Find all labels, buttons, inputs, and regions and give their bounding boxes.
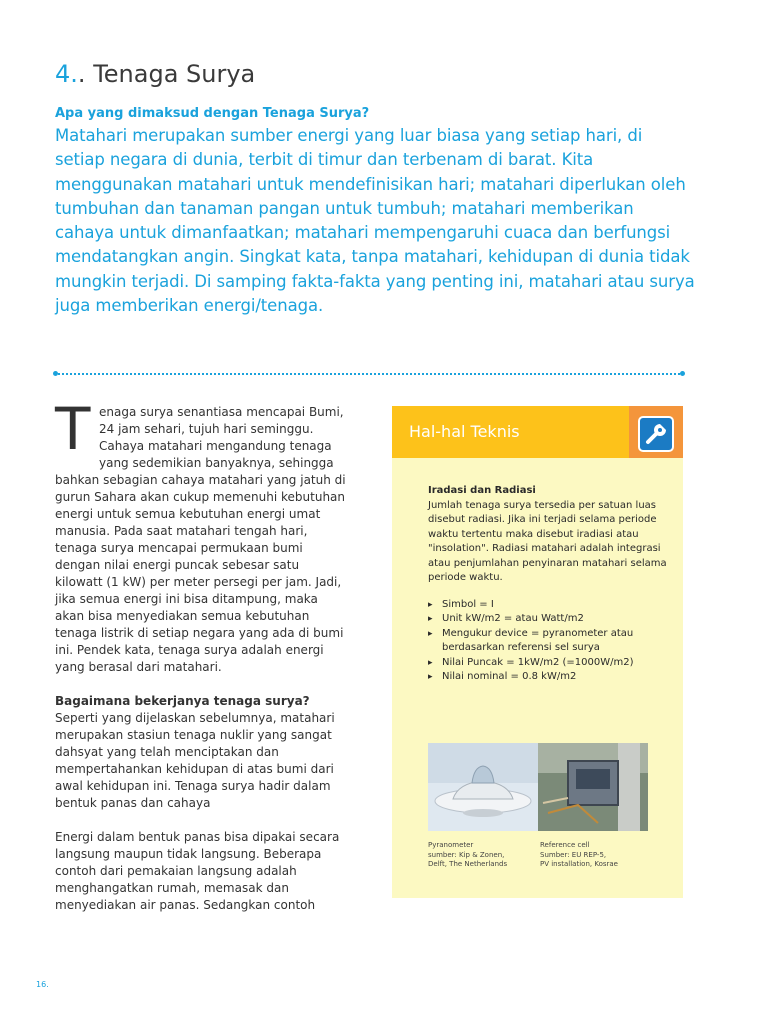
pyranometer-caption: Pyranometer sumber: Kip & Zonen, Delft, The Netherlands: [428, 841, 508, 868]
body-paragraph-3: Energi dalam bentuk panas bisa dipakai secara langsung maupun tidak langsung. Beberapa contoh dari pemakaian langsung adalah menghangatkan rumah, memasak dan menyediakan air panas. Sedangkan contoh: [55, 830, 340, 912]
body-subheading: Bagaimana bekerjanya tenaga surya?: [55, 694, 310, 708]
bullet-item: ▸ Simbol = I: [428, 598, 668, 613]
sidebar-icon-area: [629, 406, 683, 458]
pyranometer-photo: [428, 743, 538, 831]
sidebar-content: [428, 484, 668, 685]
page-number: 16.: [36, 980, 49, 989]
body-paragraph-2: Seperti yang dijelaskan sebelumnya, matahari merupakan stasiun tenaga nuklir yang sangat dahsyat yang telah menciptakan dan mempertahankan kehidupan di atas bumi dari awal kehidupan ini. Tenaga surya hadir dalam bentuk panas dan cahaya: [55, 711, 335, 810]
reference-cell-caption: Reference cell Sumber: EU REP-5, PV installation, Kosrae: [540, 841, 618, 868]
wrench-icon: [638, 416, 674, 452]
paragraph-spacer: [55, 812, 347, 829]
chapter-dot: .: [77, 60, 86, 88]
technical-sidebar: [392, 406, 683, 898]
bullet-item: ▸ Mengukur device = pyranometer atau berdasarkan referensi sel surya: [428, 627, 668, 656]
sidebar-bullet-list: [428, 598, 668, 685]
sidebar-header: [392, 406, 629, 458]
chapter-title: Tenaga Surya: [93, 60, 256, 88]
bullet-item: ▸ Nilai Puncak = 1kW/m2 (=1000W/m2): [428, 656, 668, 671]
bullet-item: ▸ Unit kW/m2 = atau Watt/m2: [428, 612, 668, 627]
intro-paragraph: Matahari merupakan sumber energi yang luar biasa yang setiap hari, di setiap negara di dunia, terbit di timur dan terbenam di barat. Kita menggunakan matahari untuk mendefinisikan hari; matahari diperlukan oleh tumbuhan dan tanaman pangan untuk tumbuh; matahari memberikan cahaya untuk dimanfaatkan; matahari mempengaruhi cuaca dan berfungsi mendatangkan angin. Singkat kata, tanpa matahari, kehidupan di dunia tidak mungkin terjadi. Di samping fakta-fakta yang penting ini, matahari atau surya juga memberikan energi/tenaga.: [55, 126, 695, 316]
drop-cap: T: [55, 395, 91, 463]
chapter-number: 4.: [55, 60, 78, 88]
sidebar-title: Hal-hal Teknis: [409, 422, 520, 441]
intro-question: Apa yang dimaksud dengan Tenaga Surya?: [55, 106, 370, 121]
body-paragraph-1-text: enaga surya senantiasa mencapai Bumi, 24 jam sehari, tujuh hari seminggu. Cahaya matahari mengandung tenaga yang sedemikian banyaknya, sehingga bahkan sebagian cahaya matahari yang jatuh di gurun Sahara akan cukup memenuhi kebutuhan energi untuk semua kebutuhan energi umat manusia. Pada saat matahari tengah hari, tenaga surya mencapai permukaan bumi dengan nilai energi puncak sebesar satu kilowatt (1 kW) per meter persegi per jam. Jadi, jika semua energi ini bisa ditampung, maka akan bisa menyediakan semua kebutuhan tenaga listrik di setiap negara yang ada di bumi ini. Pendek kata, tenaga surya adalah energi yang berasal dari matahari.: [55, 405, 346, 674]
section-divider: [55, 373, 683, 375]
sidebar-text: Jumlah tenaga surya tersedia per satuan luas disebut radiasi. Jika ini terjadi selama periode waktu tertentu maka disebut iradiasi atau "insolation". Radiasi matahari adalah integrasi atau penjumlahan penyinaran matahari selama periode waktu.: [428, 499, 667, 583]
body-paragraph-1: [55, 395, 347, 676]
main-text-column: [55, 395, 347, 914]
chapter-heading: [55, 60, 255, 88]
bullet-item: ▸ Nilai nominal = 0.8 kW/m2: [428, 670, 668, 685]
reference-cell-photo: [538, 743, 648, 831]
sidebar-subheading: Iradasi dan Radiasi: [428, 485, 536, 496]
